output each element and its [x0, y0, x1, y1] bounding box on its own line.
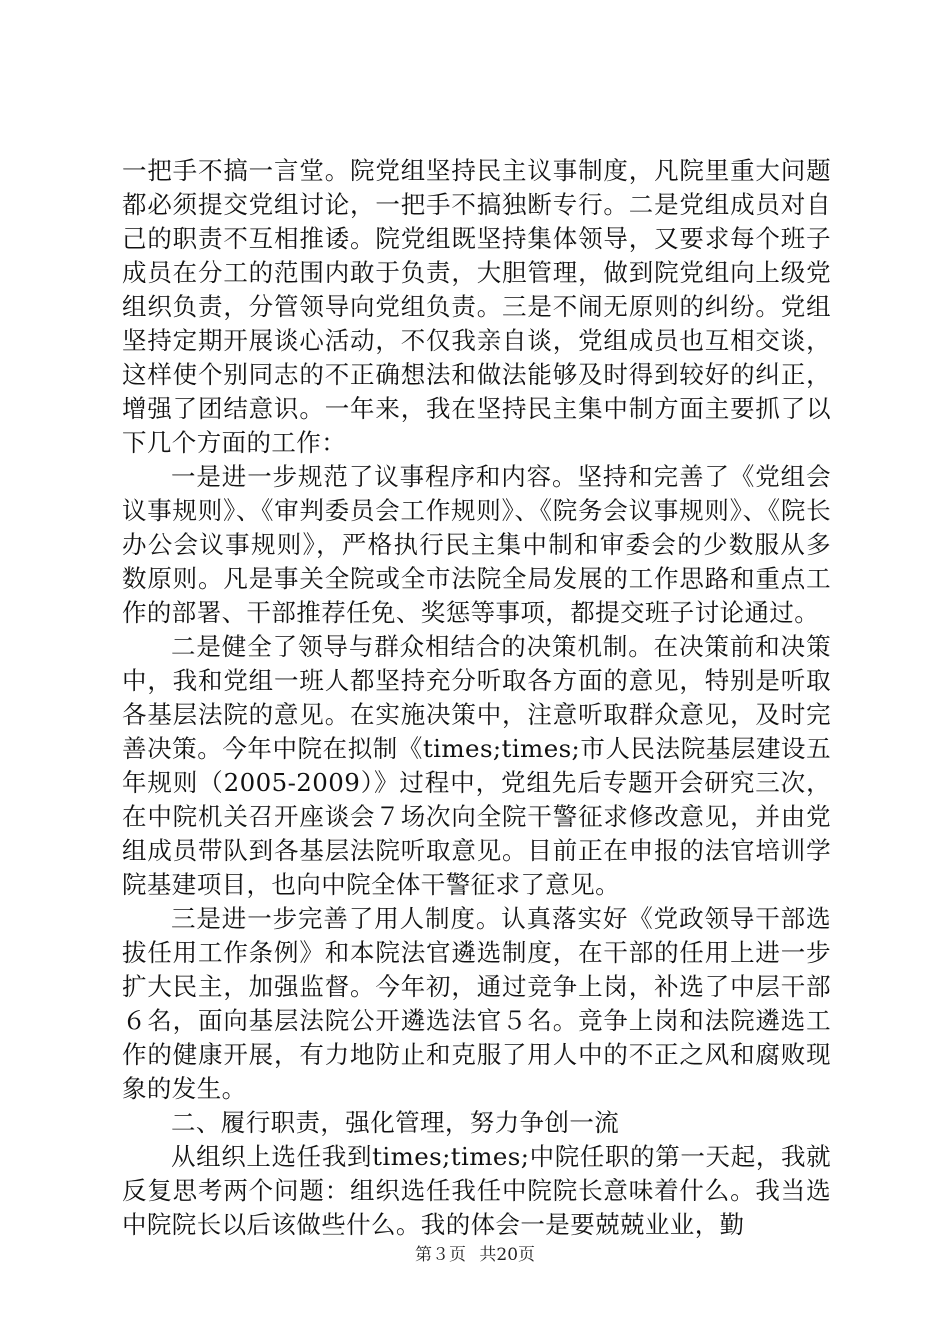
- paragraph-item-2: 二是健全了领导与群众相结合的决策机制。在决策前和决策中，我和党组一班人都坚持充分听取各方面的意见，特别是听取各基层法院的意见。在实施决策中，注意听取群众意见，及时完善决策。今年中院在拟制《times;times;市人民法院基层建设五年规则（2005-2009）》过程中，党组先后专题开会研究三次，在中院机关召开座谈会７场次向全院干警征求修改意见，并由党组成员带队到各基层法院听取意见。目前正在申报的法官培训学院基建项目，也向中院全体干警征求了意见。: [122, 632, 831, 899]
- page-footer: [0, 1244, 950, 1266]
- paragraph-continuation: 一把手不搞一言堂。院党组坚持民主议事制度，凡院里重大问题都必须提交党组讨论，一把手不搞独断专行。二是党组成员对自己的职责不互相推诿。院党组既坚持集体领导，又要求每个班子成员在分工的范围内敢于负责，大胆管理，做到院党组向上级党组织负责，分管领导向党组负责。三是不闹无原则的纠纷。党组坚持定期开展谈心活动，不仅我亲自谈，党组成员也互相交谈，这样使个别同志的不正确想法和做法能够及时得到较好的纠正，增强了团结意识。一年来，我在坚持民主集中制方面主要抓了以下几个方面的工作：: [122, 156, 831, 457]
- total-pages: 共20页: [479, 1245, 536, 1265]
- page-number: 第３页: [414, 1245, 466, 1265]
- document-body: [122, 154, 831, 1242]
- paragraph-item-1: 一是进一步规范了议事程序和内容。坚持和完善了《党组会议事规则》、《审判委员会工作规则》、《院务会议事规则》、《院长办公会议事规则》，严格执行民主集中制和审委会的少数服从多数原则。凡是事关全院或全市法院全局发展的工作思路和重点工作的部署、干部推荐任免、奖惩等事项，都提交班子讨论通过。: [122, 462, 831, 627]
- paragraph-item-3: 三是进一步完善了用人制度。认真落实好《党政领导干部选拔任用工作条例》和本院法官遴选制度，在干部的任用上进一步扩大民主，加强监督。今年初，通过竞争上岗，补选了中层干部６名，面向基层法院公开遴选法官５名。竞争上岗和法院遴选工作的健康开展，有力地防止和克服了用人中的不正之风和腐败现象的发生。: [122, 904, 831, 1103]
- paragraph-section-start: 从组织上选任我到times;times;中院任职的第一天起，我就反复思考两个问题：组织选任我任中院院长意味着什么。我当选中院院长以后该做些什么。我的体会一是要兢兢业业，勤: [122, 1142, 831, 1239]
- section-heading: 二、履行职责，强化管理，努力争创一流: [171, 1108, 620, 1137]
